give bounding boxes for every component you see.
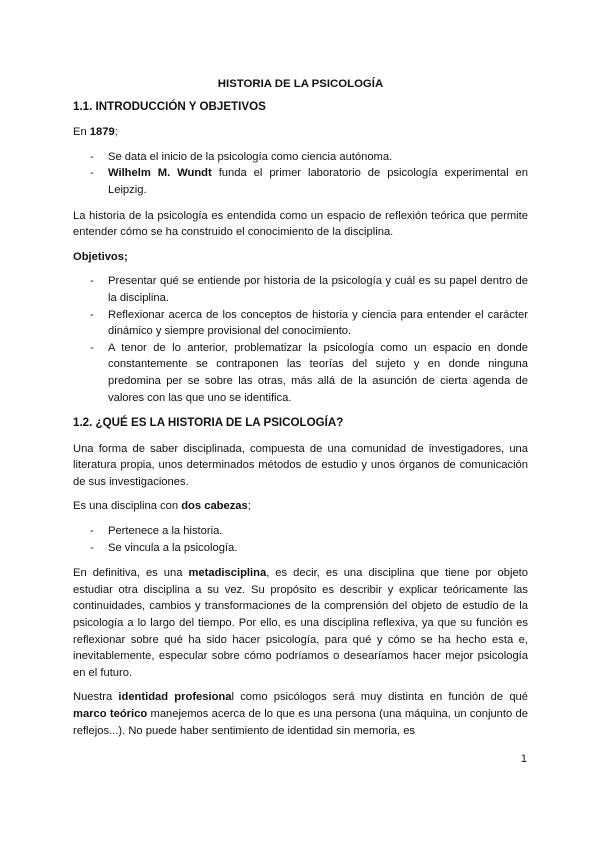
- list-item: - Reflexionar acerca de los conceptos de historia y ciencia para entender el carácter dinámico y siempre provisional del conocimiento.: [90, 308, 528, 338]
- identidad-paragraph: Nuestra identidad profesional como psicólogos será muy distinta en función de qué marco teórico manejemos acerca de lo que es una persona (una máquina, un conjunto de reflejos...). No puede haber sentimiento de identidad sin memoria, es: [73, 691, 528, 737]
- list-item: - Se vincula a la psicología.: [90, 541, 238, 554]
- list-item-text: funda el primer laboratorio de psicología experimental en Leipzig.: [108, 167, 528, 196]
- page-number: 1: [520, 753, 527, 765]
- list-item-text: Pertenece a la historia.: [108, 525, 223, 538]
- list-item-text: A tenor de lo anterior, problematizar la psicología como un espacio en donde constantemente se contraponen las teorías del sujeto y en donde ninguna predomina per se sobre las otras, más allá de la asunción de cierta agenda de valores con las que uno se identifica.: [108, 341, 528, 404]
- list-item: - Presentar qué se entiende por historia de la psicología y cuál es su papel dentro de la disciplina.: [90, 275, 528, 304]
- document-title: HISTORIA DE LA PSICOLOGÍA: [217, 78, 384, 90]
- list-item: - Wilhelm M. Wundt funda el primer laboratorio de psicología experimental en Leipzig.: [90, 167, 528, 196]
- wundt-name: Wilhelm M. Wundt: [108, 167, 212, 180]
- section-heading-intro: 1.1. INTRODUCCIÓN Y OBJETIVOS: [73, 99, 266, 113]
- identidad-bold: identidad profesiona: [118, 691, 232, 704]
- year-line: [73, 124, 528, 141]
- objetivos-list: [73, 273, 528, 406]
- metadisciplina-paragraph: En definitiva, es una metadisciplina, es decir, es una disciplina que tiene por objeto estudiar otra disciplina a su vez. Su propósito es describir y explicar teóricamente las continuidades, cambios y transformaciones de la comprensión del objeto de estudio de la psicología a lo largo del tiempo. Por ello, es una disciplina reflexiva, ya que su función es reflexionar sobre qué ha sido hacer psicología, para qué y cómo se ha hecho esta e, inevitablemente, especular sobre cómo podríamos o desearíamos hacer mejor psicología en el futuro.: [73, 567, 528, 679]
- year-value: 1879: [89, 126, 115, 139]
- list-item-text: Se vincula a la psicología.: [108, 541, 238, 554]
- document-page: [73, 76, 528, 747]
- cabezas-list: [73, 523, 528, 556]
- list-item: - Se data el inicio de la psicología como ciencia autónoma.: [90, 150, 393, 163]
- cabezas-line: Es una disciplina con dos cabezas;: [73, 500, 251, 513]
- list-item-text: Reflexionar acerca de los conceptos de historia y ciencia para entender el carácter dinámico y siempre provisional del conocimiento.: [108, 308, 528, 338]
- metadisciplina-bold: metadisciplina: [188, 567, 267, 580]
- list-item-text: Se data el inicio de la psicología como ciencia autónoma.: [108, 150, 393, 163]
- list-item: - Pertenece a la historia.: [90, 525, 223, 538]
- year-prefix: En: [73, 126, 90, 139]
- intro-list: [73, 149, 528, 199]
- section-heading-que-es: 1.2. ¿QUÉ ES LA HISTORIA DE LA PSICOLOGÍA?: [73, 416, 344, 430]
- cabezas-bold: dos cabezas: [181, 500, 248, 513]
- list-item-text: Presentar qué se entiende por historia de la psicología y cuál es su papel dentro de la disciplina.: [108, 275, 528, 304]
- paragraph: La historia de la psicología es entendida como un espacio de reflexión teórica que permite entender cómo se ha construido el conocimiento de la disciplina.: [73, 209, 528, 239]
- objetivos-label: Objetivos;: [73, 250, 128, 263]
- marco-bold: marco teórico: [73, 708, 148, 720]
- list-item: - A tenor de lo anterior, problematizar la psicología como un espacio en donde constantemente se contraponen las teorías del sujeto y en donde ninguna predomina per se sobre las otras, más allá de la asunción de cierta agenda de valores con las que uno se identifica.: [90, 341, 528, 404]
- year-suffix: ;: [114, 126, 118, 139]
- paragraph: Una forma de saber disciplinada, compuesta de una comunidad de investigadores, una literatura propia, unos determinados métodos de estudio y unos órganos de comunicación de sus investigaciones.: [73, 442, 528, 488]
